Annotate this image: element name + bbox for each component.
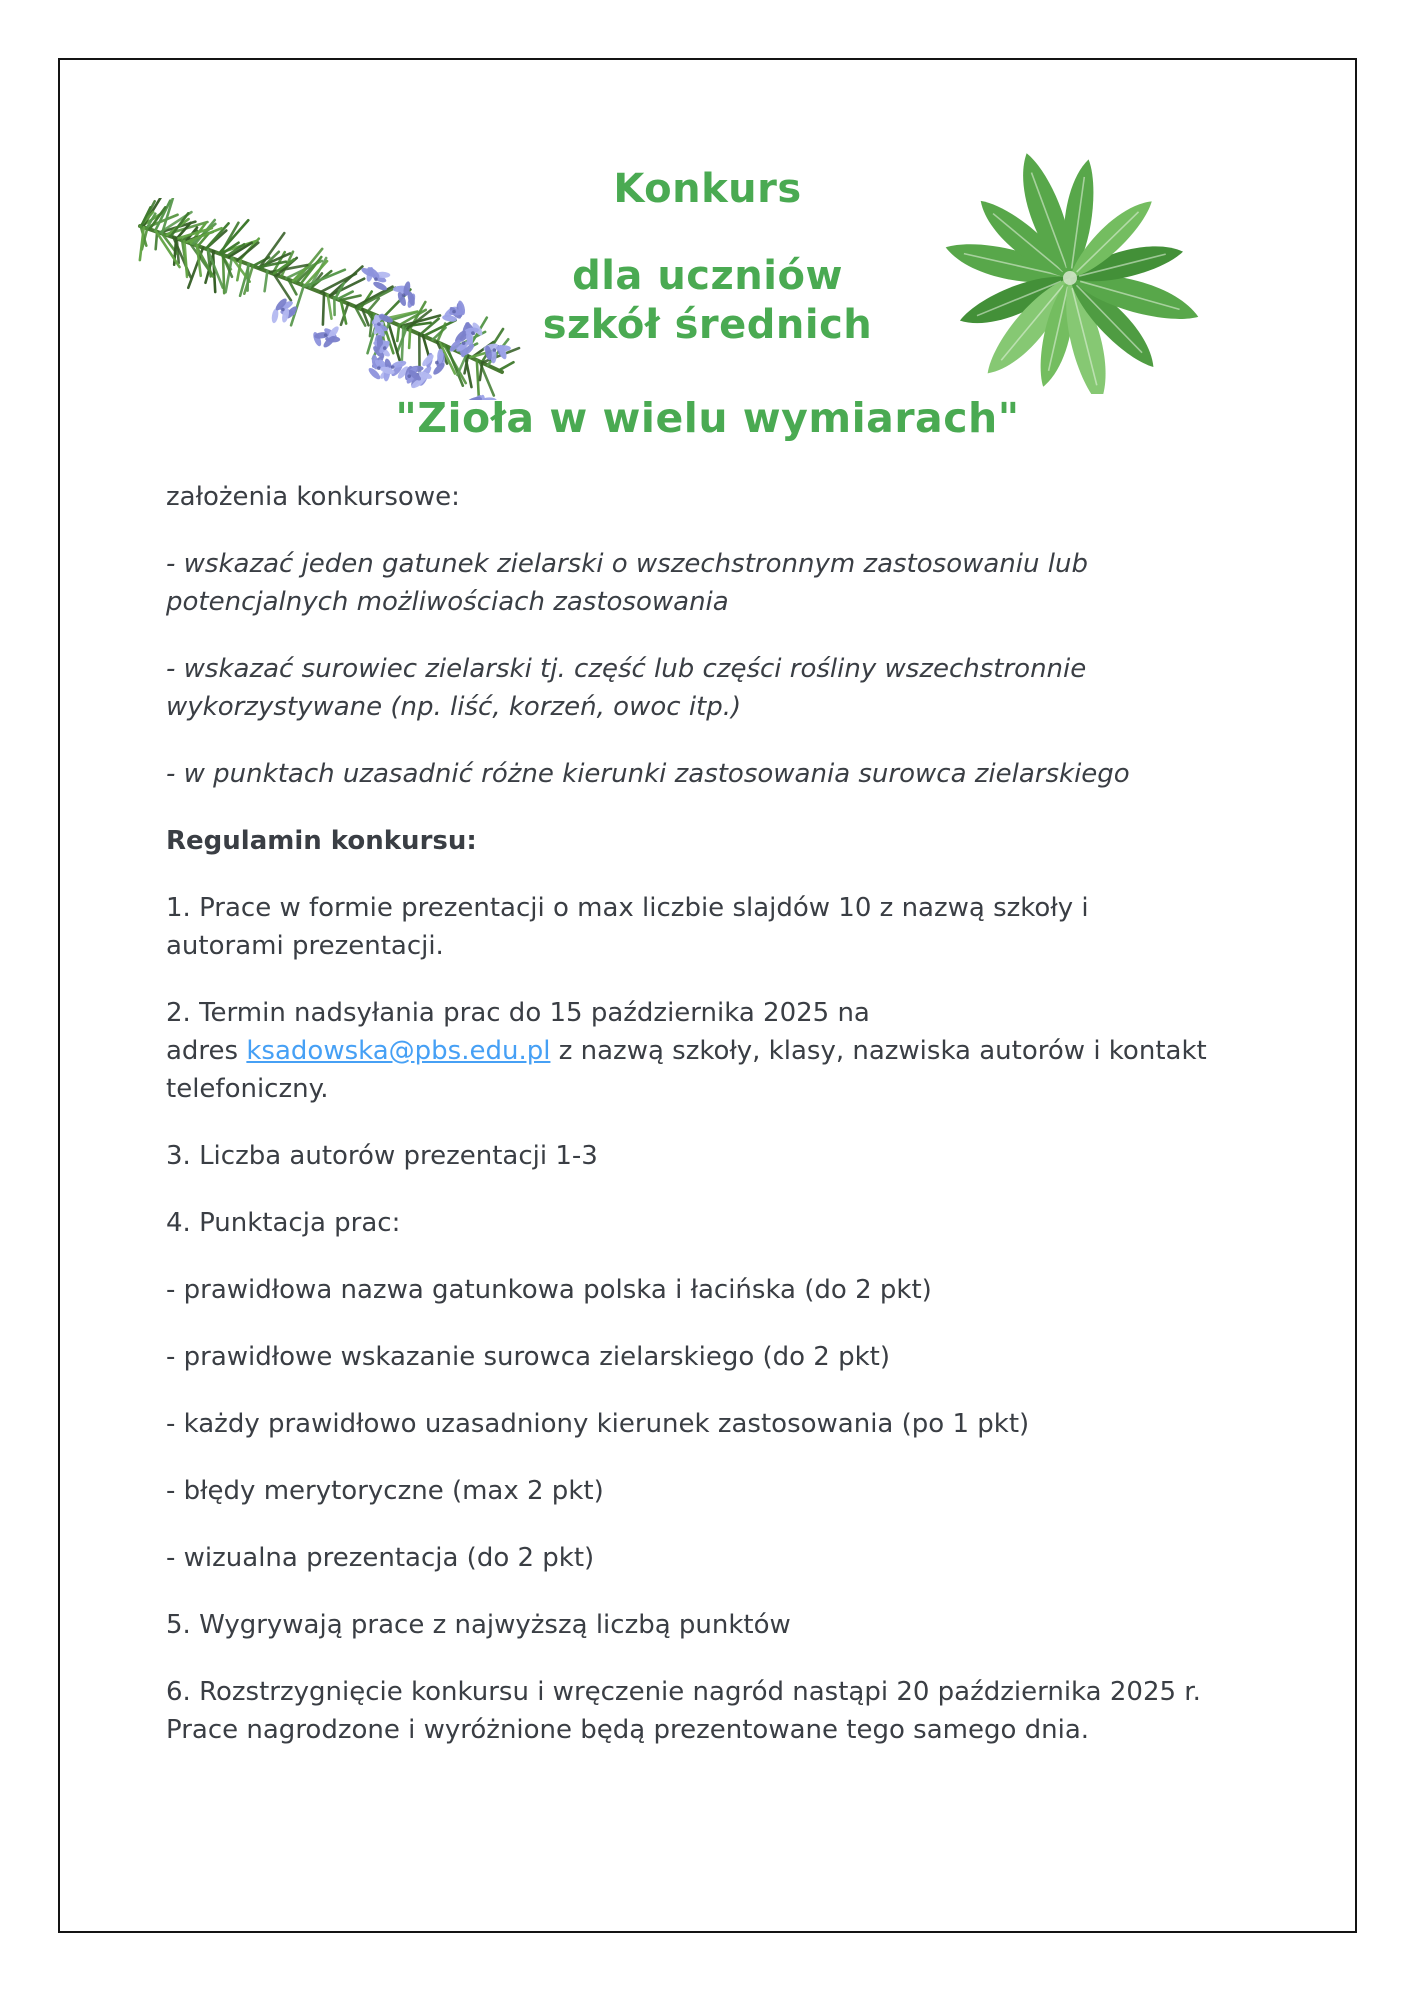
contest-title: "Zioła w wielu wymiarach" bbox=[395, 394, 1020, 442]
header bbox=[60, 60, 1355, 478]
scoring-2 bbox=[166, 1338, 1212, 1376]
text-run: - prawidłowe wskazanie surowca zielarskiego (do 2 pkt) bbox=[166, 1342, 891, 1372]
scoring-5 bbox=[166, 1539, 1212, 1577]
rule-5 bbox=[166, 1606, 1212, 1644]
rule-3 bbox=[166, 1137, 1212, 1175]
text-run: 6. Rozstrzygnięcie konkursu i wręczenie nagród nastąpi 20 października 2025 r. Prace nagrodzone i wyróżnione będą prezentowane tego samego dnia. bbox=[166, 1677, 1201, 1745]
audience-line-2: szkół średnich bbox=[542, 302, 873, 348]
text-run: - każdy prawidłowo uzasadniony kierunek zastosowania (po 1 pkt) bbox=[166, 1409, 1030, 1439]
assumption-3 bbox=[166, 755, 1212, 793]
rule-6 bbox=[166, 1673, 1212, 1749]
text-run: założenia konkursowe: bbox=[166, 482, 460, 512]
sage-leaves-image bbox=[902, 146, 1250, 394]
text-run: adres bbox=[166, 1036, 247, 1066]
rules-heading bbox=[166, 822, 1212, 860]
contest-heading: Konkurs bbox=[613, 166, 802, 212]
document-body bbox=[60, 478, 1355, 1749]
rule-4 bbox=[166, 1204, 1212, 1242]
rule-1 bbox=[166, 889, 1212, 965]
page-border bbox=[58, 58, 1357, 1933]
intro-label bbox=[166, 478, 1212, 516]
rule-2 bbox=[166, 994, 1212, 1108]
audience-line-1: dla uczniów bbox=[572, 253, 843, 299]
text-run: - wizualna prezentacja (do 2 pkt) bbox=[166, 1543, 595, 1573]
scoring-4 bbox=[166, 1472, 1212, 1510]
text-run: - wskazać jeden gatunek zielarski o wszechstronnym zastosowaniu lub potencjalnych możliwościach zastosowania bbox=[166, 549, 1088, 617]
text-run: 1. Prace w formie prezentacji o max liczbie slajdów 10 z nazwą szkoły i autorami prezentacji. bbox=[166, 893, 1089, 961]
text-run: 4. Punktacja prac: bbox=[166, 1208, 401, 1238]
text-run: z nazwą szkoły, klasy, nazwiska autorów i kontakt telefoniczny. bbox=[166, 1036, 1207, 1104]
text-run: - w punktach uzasadnić różne kierunki zastosowania surowca zielarskiego bbox=[166, 759, 1130, 789]
text-run: - błędy merytoryczne (max 2 pkt) bbox=[166, 1476, 604, 1506]
scoring-1 bbox=[166, 1271, 1212, 1309]
scoring-3 bbox=[166, 1405, 1212, 1443]
assumption-1 bbox=[166, 545, 1212, 621]
text-run: - prawidłowa nazwa gatunkowa polska i łacińska (do 2 pkt) bbox=[166, 1275, 932, 1305]
text-run: - wskazać surowiec zielarski tj. część lub części rośliny wszechstronnie wykorzystywane (np. liść, korzeń, owoc itp.) bbox=[166, 654, 1087, 722]
text-run: 2. Termin nadsyłania prac do 15 października 2025 na bbox=[166, 998, 870, 1028]
text-run: 3. Liczba autorów prezentacji 1-3 bbox=[166, 1141, 598, 1171]
email-link[interactable]: ksadowska@pbs.edu.pl bbox=[246, 1036, 551, 1066]
text-run: Regulamin konkursu: bbox=[166, 826, 477, 856]
text-run: 5. Wygrywają prace z najwyższą liczbą punktów bbox=[166, 1610, 791, 1640]
assumption-2 bbox=[166, 650, 1212, 726]
